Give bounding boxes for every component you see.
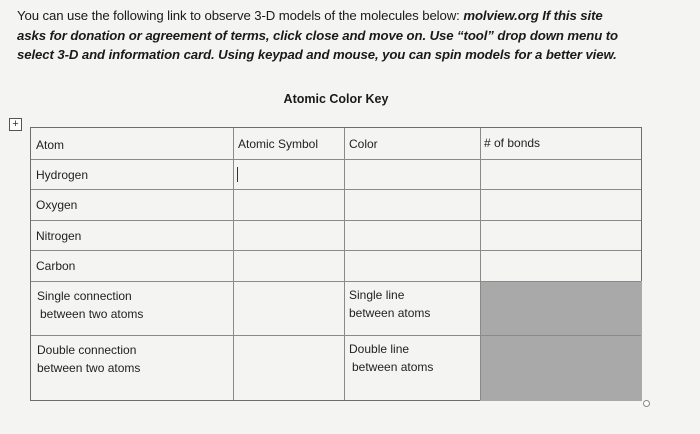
single-connection-label-line-1: Single connection: [37, 289, 132, 303]
hydrogen-symbol-cell[interactable]: [234, 160, 344, 189]
double-connection-label-line-1: Double connection: [37, 343, 137, 357]
shaded-cell-double-bonds: [480, 335, 642, 401]
nitrogen-color-cell[interactable]: [345, 221, 480, 250]
atomic-color-key-table: [30, 127, 642, 401]
instructions-line-2: asks for donation or agreement of terms, click close and move on. Use “tool” drop down menu to: [17, 27, 618, 43]
hydrogen-color-cell[interactable]: [345, 160, 480, 189]
single-line-description: [349, 286, 430, 322]
hydrogen-bonds-cell[interactable]: [481, 160, 641, 189]
single-connection-symbol-cell[interactable]: [234, 282, 344, 335]
double-line-description-line-1: Double line: [349, 342, 410, 356]
oxygen-bonds-cell[interactable]: [481, 190, 641, 220]
atom-hydrogen: Hydrogen: [36, 168, 89, 182]
nitrogen-bonds-cell[interactable]: [481, 221, 641, 250]
single-line-description-line-1: Single line: [349, 288, 405, 302]
table-title: Atomic Color Key: [283, 92, 389, 106]
single-connection-label: [37, 287, 143, 323]
header-bonds: # of bonds: [484, 136, 541, 150]
atom-nitrogen: Nitrogen: [36, 229, 82, 243]
text-cursor: [237, 167, 238, 182]
header-color: Color: [349, 137, 378, 151]
oxygen-color-cell[interactable]: [345, 190, 480, 220]
double-line-description-line-2: between atoms: [352, 360, 434, 374]
carbon-bonds-cell[interactable]: [481, 251, 641, 281]
instructions-line-1-text: You can use the following link to observe 3-D models of the molecules below:: [17, 8, 464, 23]
table-move-handle-icon[interactable]: +: [9, 118, 22, 131]
header-atom: Atom: [36, 138, 65, 152]
table-resize-handle[interactable]: [643, 400, 650, 407]
double-line-description: [349, 340, 433, 376]
double-connection-symbol-cell[interactable]: [234, 336, 344, 400]
shaded-cell-single-bonds: [480, 281, 642, 335]
molview-link[interactable]: molview.org: [463, 8, 539, 23]
double-connection-label: [37, 341, 140, 377]
double-connection-label-line-2: between two atoms: [37, 361, 141, 375]
instructions-line-1-italic: If this site: [542, 8, 603, 23]
instructions-paragraph: [17, 6, 687, 65]
nitrogen-symbol-cell[interactable]: [234, 221, 344, 250]
carbon-symbol-cell[interactable]: [234, 251, 344, 281]
instructions-line-3: select 3-D and information card. Using keypad and mouse, you can spin models for a better view.: [17, 47, 617, 62]
carbon-color-cell[interactable]: [345, 251, 480, 281]
oxygen-symbol-cell[interactable]: [234, 190, 344, 220]
instructions-line-1: [17, 6, 687, 26]
atom-oxygen: Oxygen: [36, 198, 78, 212]
single-connection-label-line-2: between two atoms: [40, 307, 144, 321]
single-line-description-line-2: between atoms: [349, 306, 431, 320]
atom-carbon: Carbon: [36, 259, 76, 273]
header-atomic-symbol: Atomic Symbol: [238, 137, 319, 151]
